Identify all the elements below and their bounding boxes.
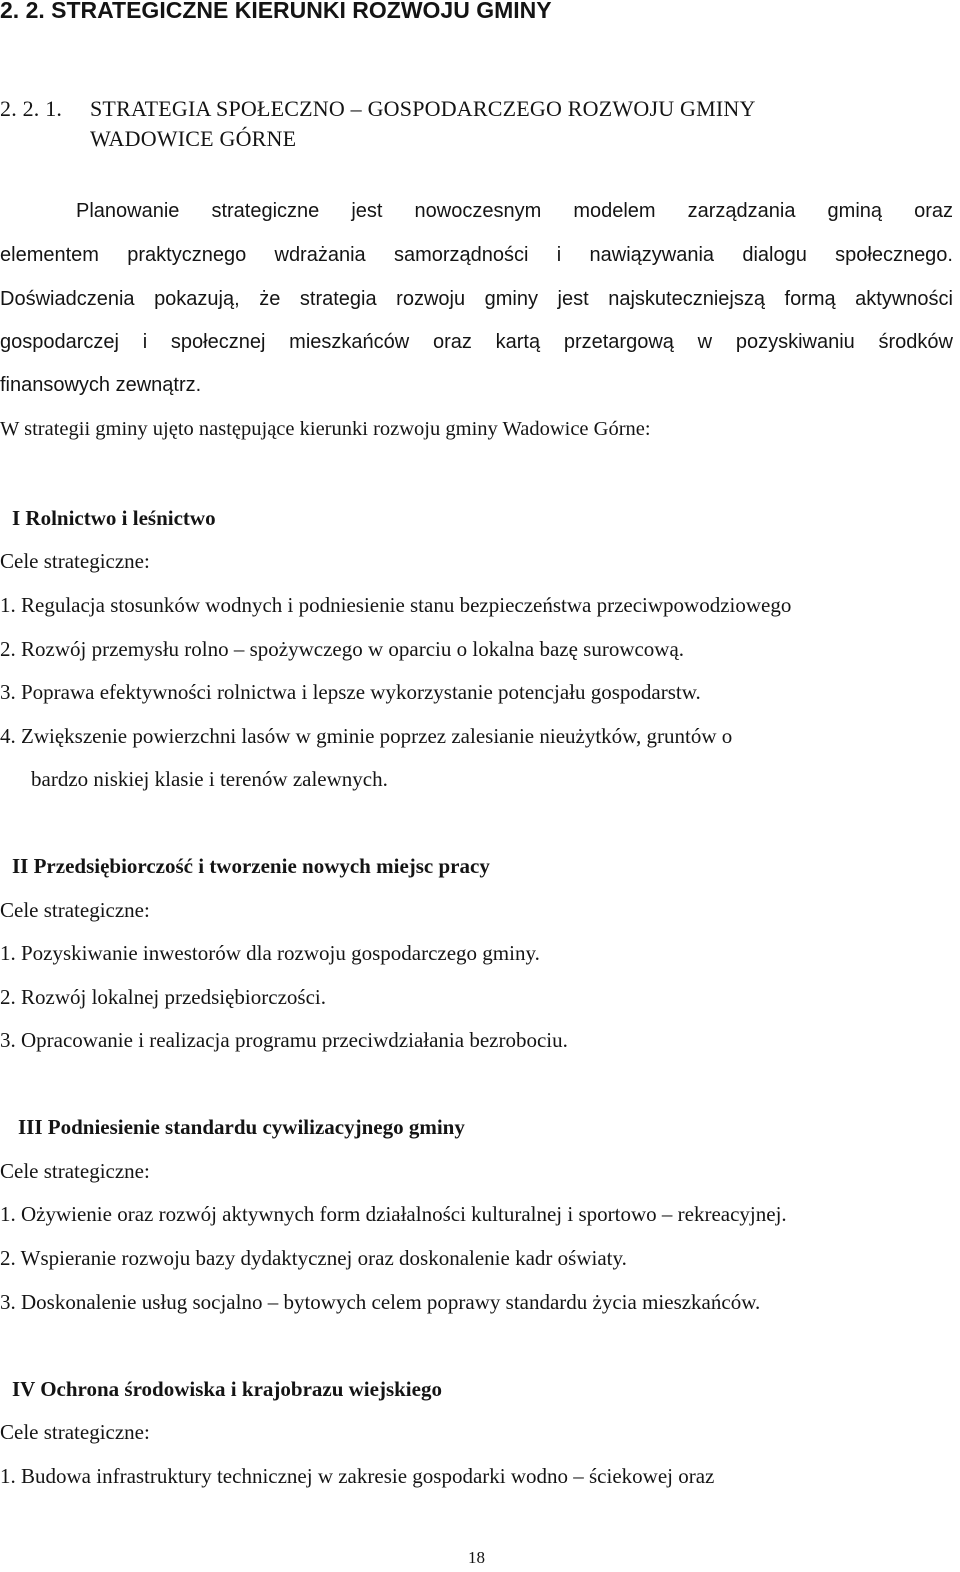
subsection-number: 2. 2. 1. <box>0 96 63 121</box>
intro-line-2: elementem praktycznego wdrażania samorządności i nawiązywania dialogu społecznego. <box>0 244 953 266</box>
subsection-title-line2: WADOWICE GÓRNE <box>90 126 297 151</box>
intro-line-5: finansowych zewnątrz. <box>0 374 202 396</box>
list-item: 4. Zwiększenie powierzchni lasów w gminie poprzez zalesianie nieużytków, gruntów o <box>0 724 733 748</box>
list-item: 1. Budowa infrastruktury technicznej w zakresie gospodarki wodno – ściekowej oraz <box>0 1464 715 1488</box>
list-item: 1. Pozyskiwanie inwestorów dla rozwoju gospodarczego gminy. <box>0 941 540 965</box>
section-heading-4: IV Ochrona środowiska i krajobrazu wiejskiego <box>12 1377 442 1401</box>
section-heading-1: I Rolnictwo i leśnictwo <box>12 506 216 530</box>
intro-line-1: Planowanie strategiczne jest nowoczesnym modelem zarządzania gminą oraz <box>76 200 953 222</box>
section-heading-2: II Przedsiębiorczość i tworzenie nowych miejsc pracy <box>12 854 490 878</box>
subsection-title-line1 <box>0 96 960 126</box>
list-item: 1. Regulacja stosunków wodnych i podniesienie stanu bezpieczeństwa przeciwpowodziowego <box>0 593 792 617</box>
list-item: 3. Poprawa efektywności rolnictwa i lepsze wykorzystanie potencjału gospodarstw. <box>0 680 701 704</box>
list-item: 1. Ożywienie oraz rozwój aktywnych form działalności kulturalnej i sportowo – rekreacyjnej. <box>0 1202 787 1226</box>
page-number: 18 <box>468 1548 485 1567</box>
list-item: 2. Rozwój lokalnej przedsiębiorczości. <box>0 985 326 1009</box>
section-heading: 2. 2. STRATEGICZNE KIERUNKI ROZWOJU GMINY <box>0 0 552 23</box>
intro-line-4: gospodarczej i społecznej mieszkańców oraz kartą przetargową w pozyskiwaniu środków <box>0 331 953 353</box>
subsection-title-text: STRATEGIA SPOŁECZNO – GOSPODARCZEGO ROZWOJU GMINY <box>90 96 756 121</box>
list-item: 3. Doskonalenie usług socjalno – bytowych celem poprawy standardu życia mieszkańców. <box>0 1290 761 1314</box>
goals-label-1: Cele strategiczne: <box>0 549 150 573</box>
list-item: 2. Rozwój przemysłu rolno – spożywczego w oparciu o lokalna bazę surowcową. <box>0 637 685 661</box>
intro-line-6: W strategii gminy ujęto następujące kierunki rozwoju gminy Wadowice Górne: <box>0 418 651 440</box>
section-heading-3: III Podniesienie standardu cywilizacyjnego gminy <box>18 1115 465 1139</box>
list-item: 2. Wspieranie rozwoju bazy dydaktycznej oraz doskonalenie kadr oświaty. <box>0 1246 627 1270</box>
list-item: 3. Opracowanie i realizacja programu przeciwdziałania bezrobociu. <box>0 1028 568 1052</box>
goals-label-2: Cele strategiczne: <box>0 898 150 922</box>
intro-line-3: Doświadczenia pokazują, że strategia rozwoju gminy jest najskuteczniejszą formą aktywności <box>0 288 953 310</box>
goals-label-3: Cele strategiczne: <box>0 1159 150 1183</box>
goals-label-4: Cele strategiczne: <box>0 1420 150 1444</box>
list-item-continuation: bardzo niskiej klasie i terenów zalewnych. <box>31 767 388 791</box>
